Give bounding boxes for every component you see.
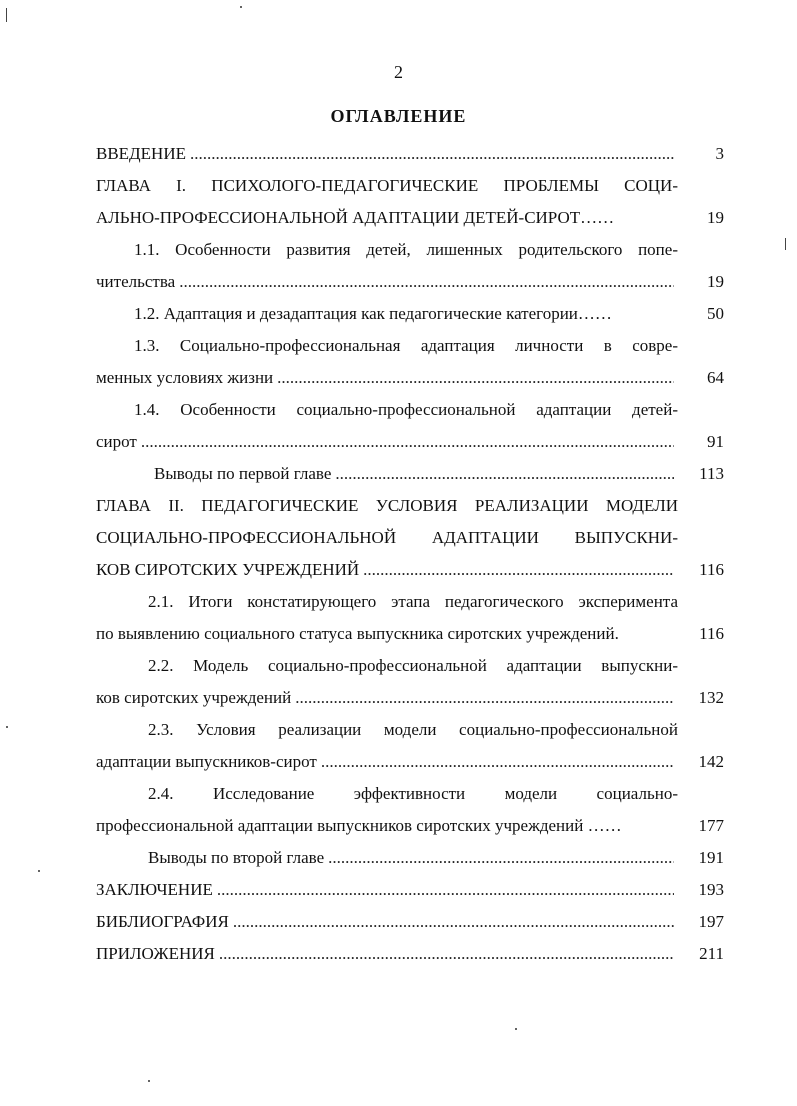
- toc-entry-conclusions-2: [96, 842, 724, 874]
- scan-speck: [515, 1028, 517, 1030]
- dot-leader: [219, 938, 674, 970]
- dot-leader: [335, 458, 674, 490]
- toc-entry-label: по выявлению социального статуса выпускника сиротских учреждений.: [96, 624, 619, 643]
- toc-entry-appendices: [96, 938, 724, 970]
- toc-page-number: 3: [715, 144, 724, 163]
- toc-entry-line: ГЛАВА I. ПСИХОЛОГО-ПЕДАГОГИЧЕСКИЕ ПРОБЛЕМЫ СОЦИ-: [96, 176, 678, 195]
- dot-leader: [141, 426, 674, 458]
- dot-leader: [295, 682, 674, 714]
- dot-leader: [363, 554, 674, 586]
- scan-speck: [148, 1080, 150, 1082]
- toc-entry-section-1-2: [96, 298, 724, 330]
- toc-entry-label: ВВЕДЕНИЕ: [96, 144, 186, 163]
- toc-page-number: 193: [698, 880, 724, 899]
- toc-entry-label: 1.2. Адаптация и дезадаптация как педагогические категории……: [134, 304, 612, 323]
- toc-page-number: 91: [707, 432, 724, 451]
- toc-entry-label: ЗАКЛЮЧЕНИЕ: [96, 880, 213, 899]
- toc-entry-introduction: [96, 138, 724, 170]
- toc-entry-section-1-4: [96, 394, 724, 458]
- dot-leader: [328, 842, 674, 874]
- toc-entry-label: БИБЛИОГРАФИЯ: [96, 912, 229, 931]
- toc-entry-line: 1.3. Социально-профессиональная адаптация личности в совре-: [134, 336, 678, 355]
- toc-page-number: 211: [699, 944, 724, 963]
- scan-speck: [240, 6, 242, 8]
- toc-entry-label: Выводы по второй главе: [148, 848, 325, 867]
- toc-page-number: 197: [698, 912, 724, 931]
- toc-entry-section-2-1: [96, 586, 724, 650]
- toc-entry-bibliography: [96, 906, 724, 938]
- toc-entry-label: сирот: [96, 432, 137, 451]
- toc-entry-section-2-2: [96, 650, 724, 714]
- toc-entry-line: 2.3. Условия реализации модели социально-профессиональной: [148, 720, 678, 739]
- toc-page-number: 64: [707, 368, 724, 387]
- page-number: 2: [394, 62, 403, 82]
- toc-entry-label: профессиональной адаптации выпускников сиротских учреждений ……: [96, 816, 622, 835]
- toc-entry-label: чительства: [96, 272, 176, 291]
- toc-page-number: 142: [698, 752, 724, 771]
- scan-edge-mark: [6, 8, 7, 22]
- dot-leader: [233, 906, 674, 938]
- dot-leader: [321, 746, 674, 778]
- toc-entry-conclusions-1: [96, 458, 724, 490]
- scan-edge-mark: [785, 238, 786, 250]
- toc-entry-label: Выводы по первой главе: [154, 464, 332, 483]
- toc-entry-line: 2.2. Модель социально-профессиональной адаптации выпускни-: [148, 656, 678, 675]
- toc-entry-line: 1.1. Особенности развития детей, лишенных родительского попе-: [134, 240, 678, 259]
- toc-page-number: 113: [699, 464, 724, 483]
- toc-entry-line: 1.4. Особенности социально-профессиональной адаптации детей-: [134, 400, 678, 419]
- toc-page-number: 116: [699, 624, 724, 643]
- toc-entry-section-2-4: [96, 778, 724, 842]
- toc-page-number: 177: [698, 816, 724, 835]
- toc-page-number: 50: [707, 304, 724, 323]
- toc-entry-label: адаптации выпускников-сирот: [96, 752, 317, 771]
- toc-entry-chapter-2: [96, 490, 724, 586]
- toc-page-number: 19: [707, 272, 724, 291]
- toc-page-number: 191: [698, 848, 724, 867]
- dot-leader: [179, 266, 674, 298]
- dot-leader: [217, 874, 674, 906]
- toc-entry-line: 2.4. Исследование эффективности модели социально-: [148, 784, 678, 803]
- toc-page-number: 116: [699, 560, 724, 579]
- dot-leader: [190, 138, 674, 170]
- toc-entry-chapter-1: [96, 170, 724, 234]
- toc-entry-label: АЛЬНО-ПРОФЕССИОНАЛЬНОЙ АДАПТАЦИИ ДЕТЕЙ-СИРОТ……: [96, 208, 615, 227]
- toc-entry-conclusion: [96, 874, 724, 906]
- toc-entry-line: СОЦИАЛЬНО-ПРОФЕССИОНАЛЬНОЙ АДАПТАЦИИ ВЫПУСКНИ-: [96, 528, 678, 547]
- toc-entry-label: менных условиях жизни: [96, 368, 274, 387]
- dot-leader: [277, 362, 674, 394]
- toc-entry-label: ков сиротских учреждений: [96, 688, 292, 707]
- toc-entry-label: КОВ СИРОТСКИХ УЧРЕЖДЕНИЙ: [96, 560, 360, 579]
- toc-title: ОГЛАВЛЕНИЕ: [330, 106, 467, 126]
- scan-speck: [38, 870, 40, 872]
- toc-entry-line: ГЛАВА II. ПЕДАГОГИЧЕСКИЕ УСЛОВИЯ РЕАЛИЗАЦИИ МОДЕЛИ: [96, 496, 678, 515]
- toc-entry-section-1-3: [96, 330, 724, 394]
- toc-entry-line: 2.1. Итоги констатирующего этапа педагогического эксперимента: [148, 592, 678, 611]
- toc-entry-section-2-3: [96, 714, 724, 778]
- toc-entry-label: ПРИЛОЖЕНИЯ: [96, 944, 215, 963]
- toc-page-number: 132: [698, 688, 724, 707]
- toc-entry-section-1-1: [96, 234, 724, 298]
- toc-page-number: 19: [707, 208, 724, 227]
- scan-speck: [6, 726, 8, 728]
- table-of-contents: [96, 138, 724, 970]
